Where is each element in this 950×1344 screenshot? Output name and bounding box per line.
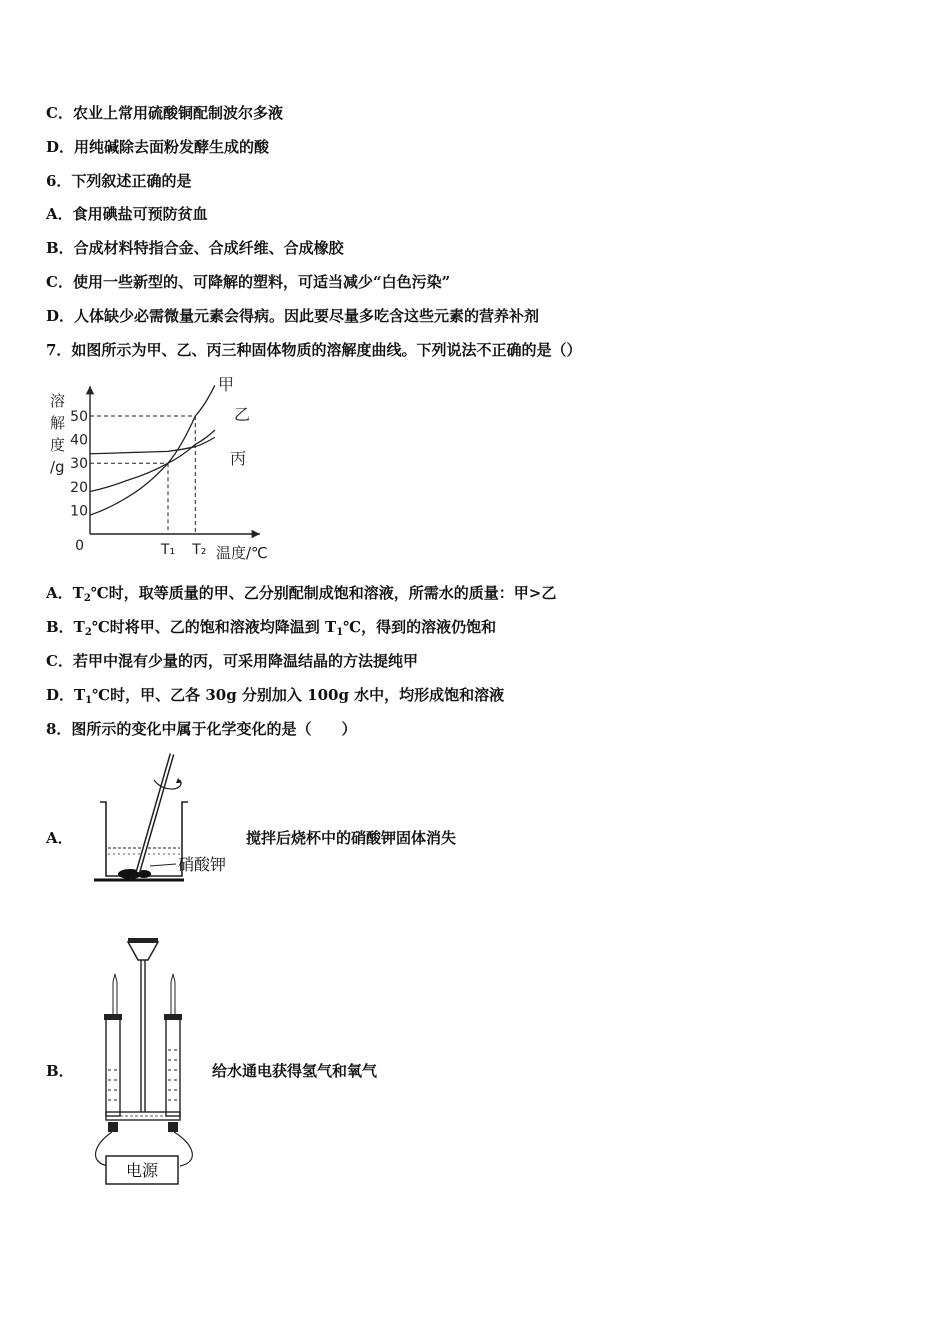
series-label-甲: 甲 [218, 375, 235, 394]
q5-option-d: D．用纯碱除去面粉发酵生成的酸 [46, 138, 270, 156]
y-tick-label: 50 [70, 409, 88, 425]
electrolysis-apparatus-figure [84, 934, 204, 1190]
x-tick-label-t1: T₁ [160, 542, 176, 558]
q6-option-d: D．人体缺少必需微量元素会得病。因此要尽量多吃含这些元素的营养补剂 [46, 307, 540, 325]
saltpeter-label: 硝酸钾 [178, 855, 227, 874]
q7-stem: 7．如图所示为甲、乙、丙三种固体物质的溶解度曲线。下列说法不正确的是（） [46, 341, 582, 359]
power-source-label: 电源 [125, 1161, 159, 1180]
series-curve-乙 [90, 430, 215, 491]
q7-option-c: C．若甲中混有少量的丙，可采用降温结晶的方法提纯甲 [46, 652, 418, 670]
y-axis-label-char: /g [50, 458, 65, 476]
x-tick-label-t2: T₂ [192, 542, 207, 558]
q6-option-b: B．合成材料特指合金、合成纤维、合成橡胶 [46, 239, 344, 257]
q8-option-a-text: 搅拌后烧杯中的硝酸钾固体消失 [246, 829, 457, 847]
q8-option-b-label: B． [46, 1062, 74, 1080]
y-axis-label-char: 溶 [50, 392, 66, 410]
q6-option-a: A．食用碘盐可预防贫血 [46, 205, 208, 223]
q6-stem: 6．下列叙述正确的是 [46, 172, 192, 190]
y-tick-label: 10 [70, 503, 88, 520]
series-curve-丙 [90, 437, 215, 454]
q8-option-b-text: 给水通电获得氢气和氧气 [212, 1062, 378, 1080]
origin-label: 0 [75, 538, 84, 554]
beaker-stirring-figure [94, 750, 244, 886]
q7-option-a: A．$T_2℃$时，取等质量的甲、乙分别配制成饱和溶液，所需水的质量：甲>乙 [46, 584, 557, 604]
q8-option-a-label: A． [46, 829, 73, 847]
series-curve-甲 [90, 385, 215, 515]
q8-stem: 8．图所示的变化中属于化学变化的是（ ） [46, 720, 357, 738]
y-axis-label-char: 度 [50, 436, 66, 454]
x-axis-label: 温度/℃ [216, 544, 268, 562]
y-tick-label: 40 [70, 432, 88, 449]
q6-option-c: C．使用一些新型的、可降解的塑料，可适当减少“白色污染” [46, 273, 451, 291]
solubility-chart [44, 372, 284, 568]
q5-option-c: C．农业上常用硫酸铜配制波尔多液 [46, 104, 283, 122]
y-tick-label: 30 [70, 456, 88, 473]
series-label-丙: 丙 [230, 449, 247, 468]
y-axis-label-char: 解 [50, 414, 66, 432]
q7-option-d: D．$T_1℃$时，甲、乙各 30g 分别加入 100g 水中，均形成饱和溶液 [46, 686, 505, 706]
y-tick-label: 20 [70, 479, 88, 496]
series-label-乙: 乙 [234, 405, 251, 424]
q7-option-b: B．$T_2℃$时将甲、乙的饱和溶液均降温到 $T_1℃$，得到的溶液仍饱和 [46, 618, 497, 638]
